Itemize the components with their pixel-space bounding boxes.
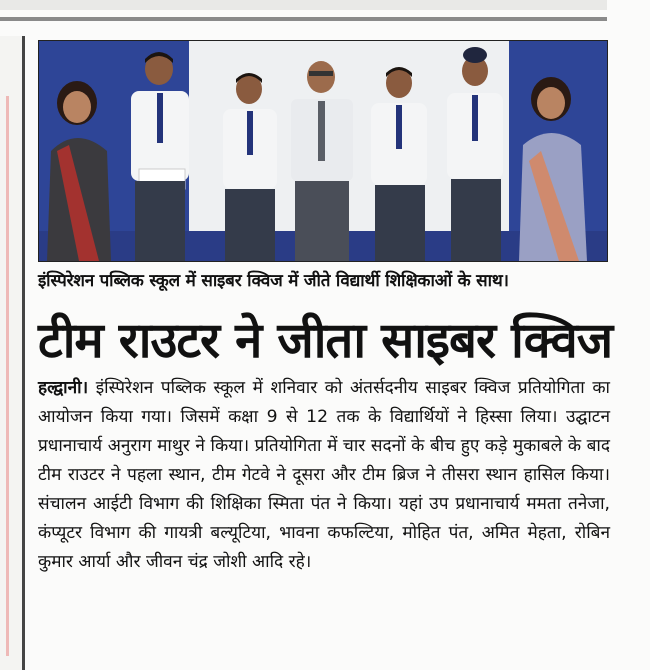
article-body-text: इंस्पिरेशन पब्लिक स्कूल में शनिवार को अंतर्सदनीय साइबर क्विज प्रतियोगिता का आयोजन किया गया। जिसमें कक्षा 9 से 12 तक के विद्यार्थियों ने हिस्सा लिया। उद्घाटन प्रधानाचार्य अनुराग माथुर ने किया। प्रतियोगिता में चार सदनों के बीच हुए कड़े मुकाबले के बाद टीम राउटर ने पहला स्थान, टीम गेटवे ने दूसरा और टीम ब्रिज ने तीसरा स्थान हासिल किया। संचालन आईटी विभाग की शिक्षिका स्मिता पंत ने किया। यहां उप प्रधानाचार्य ममता तनेजा, कंप्यूटर विभाग की गायत्री बल्यूटिया, भावना कफल्टिया, मोहित पंत, अमित मेहता, रोबिन कुमार आर्या और जीवन चंद्र जोशी आदि रहे। <box>38 378 610 572</box>
photo-caption: इंस्पिरेशन पब्लिक स्कूल में साइबर क्विज में जीते विद्यार्थी शिक्षिकाओं के साथ। <box>38 271 509 291</box>
dateline: हल्द्वानी। <box>38 378 89 398</box>
article-body <box>38 374 610 577</box>
news-photo <box>38 40 608 262</box>
column-rule-top <box>0 17 607 21</box>
headline: टीम राउटर ने जीता साइबर क्विज <box>38 312 613 369</box>
previous-article-edge <box>0 0 607 10</box>
adjacent-column-edge <box>0 36 25 670</box>
